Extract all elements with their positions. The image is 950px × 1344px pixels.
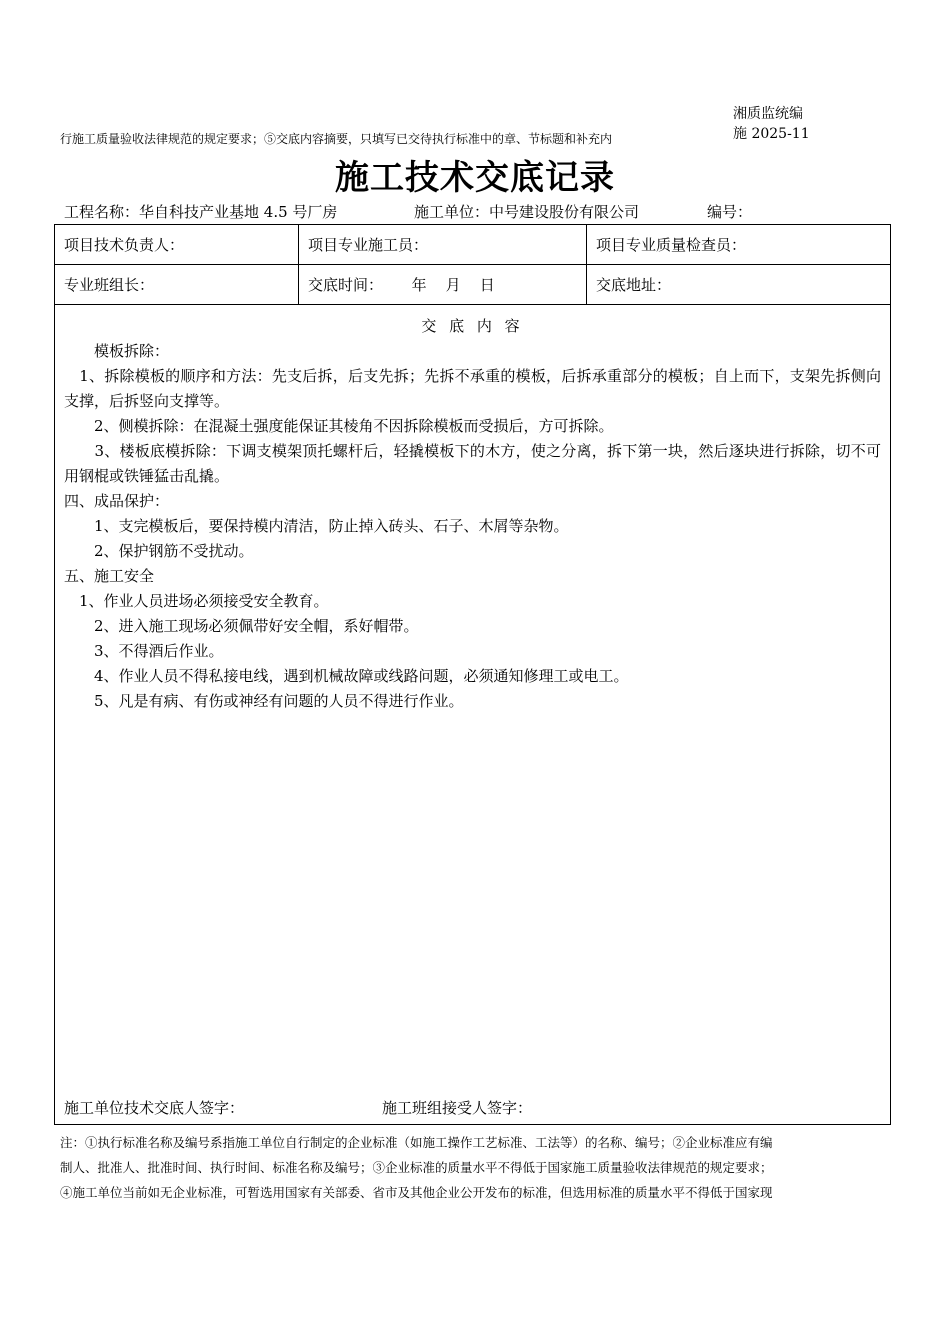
content-line: 四、成品保护：: [64, 492, 170, 510]
briefing-address-label: 交底地址：: [596, 276, 672, 294]
content-line: 3、不得酒后作业。: [64, 642, 224, 660]
content-line: 1、拆除模板的顺序和方法：先支后拆，后支先拆；先拆不承重的模板，后拆承重部分的模板；自上而下，支架先拆侧向支撑，后拆竖向支撑等。: [64, 367, 881, 410]
content-line: 4、作业人员不得私接电线，遇到机械故障或线路问题，必须通知修理工或电工。: [64, 667, 629, 685]
tech-lead-label: 项目技术负责人：: [64, 236, 185, 254]
footnote-line: ④施工单位当前如无企业标准，可暂选用国家有关部委、省市及其他企业公开发布的标准，但选用标准的质量水平不得低于国家现: [60, 1185, 773, 1200]
content-title: 交 底 内 容: [421, 317, 524, 335]
form-code-line1: 湘质监统编: [733, 106, 803, 122]
info-row: [64, 201, 752, 222]
page-title: 施工技术交底记录: [335, 158, 615, 198]
content-line: 1、支完模板后，要保持模内清洁，防止掉入砖头、石子、木屑等杂物。: [64, 517, 569, 535]
content-line: 2、进入施工现场必须佩带好安全帽，系好帽带。: [64, 617, 419, 635]
form-code: [733, 104, 810, 144]
table-row: [55, 225, 890, 265]
receiver-signature-label: 施工班组接受人签字：: [382, 1099, 533, 1117]
top-note: 行施工质量验收法律规范的规定要求；⑤交底内容摘要，只填写已交待执行标准中的章、节标题和补充内: [60, 132, 613, 146]
content-line: 5、凡是有病、有伤或神经有问题的人员不得进行作业。: [64, 692, 464, 710]
project-name: 工程名称：华自科技产业基地 4.5 号厂房: [64, 203, 338, 221]
construction-unit: 施工单位：中号建设股份有限公司: [414, 203, 640, 221]
briefer-signature-label: 施工单位技术交底人签字：: [64, 1099, 245, 1117]
record-number: 编号：: [707, 203, 753, 221]
site-engineer-label: 项目专业施工员：: [308, 236, 429, 254]
content-line: 模板拆除：: [64, 342, 170, 360]
table-row: [55, 265, 890, 305]
briefing-content: [55, 306, 890, 714]
content-line: 1、作业人员进场必须接受安全教育。: [64, 592, 329, 610]
content-line: 五、施工安全: [64, 567, 155, 585]
content-line: 2、侧模拆除：在混凝土强度能保证其棱角不因拆除模板而受损后，方可拆除。: [64, 417, 614, 435]
content-line: 3、楼板底模拆除：下调支模架顶托螺杆后，轻撬模板下的木方，使之分离，拆下第一块，然后逐块进行拆除，切不可用钢棍或铁锤猛击乱撬。: [64, 442, 881, 485]
content-line: 2、保护钢筋不受扰动。: [64, 542, 254, 560]
footnotes: [60, 1130, 892, 1205]
record-table: [54, 224, 891, 1125]
briefing-time-label: 交底时间： 年 月 日: [308, 276, 495, 294]
footnote-line: 制人、批准人、批准时间、执行时间、标准名称及编号；③企业标准的质量水平不得低于国家施工质量验收法律规范的规定要求；: [60, 1160, 773, 1175]
form-code-line2: 施 2025-11: [733, 126, 810, 142]
footnote-line: 注：①执行标准名称及编号系指施工单位自行制定的企业标准（如施工操作工艺标准、工法等）的名称、编号；②企业标准应有编: [60, 1135, 773, 1150]
quality-inspector-label: 项目专业质量检查员：: [596, 236, 747, 254]
team-leader-label: 专业班组长：: [64, 276, 155, 294]
